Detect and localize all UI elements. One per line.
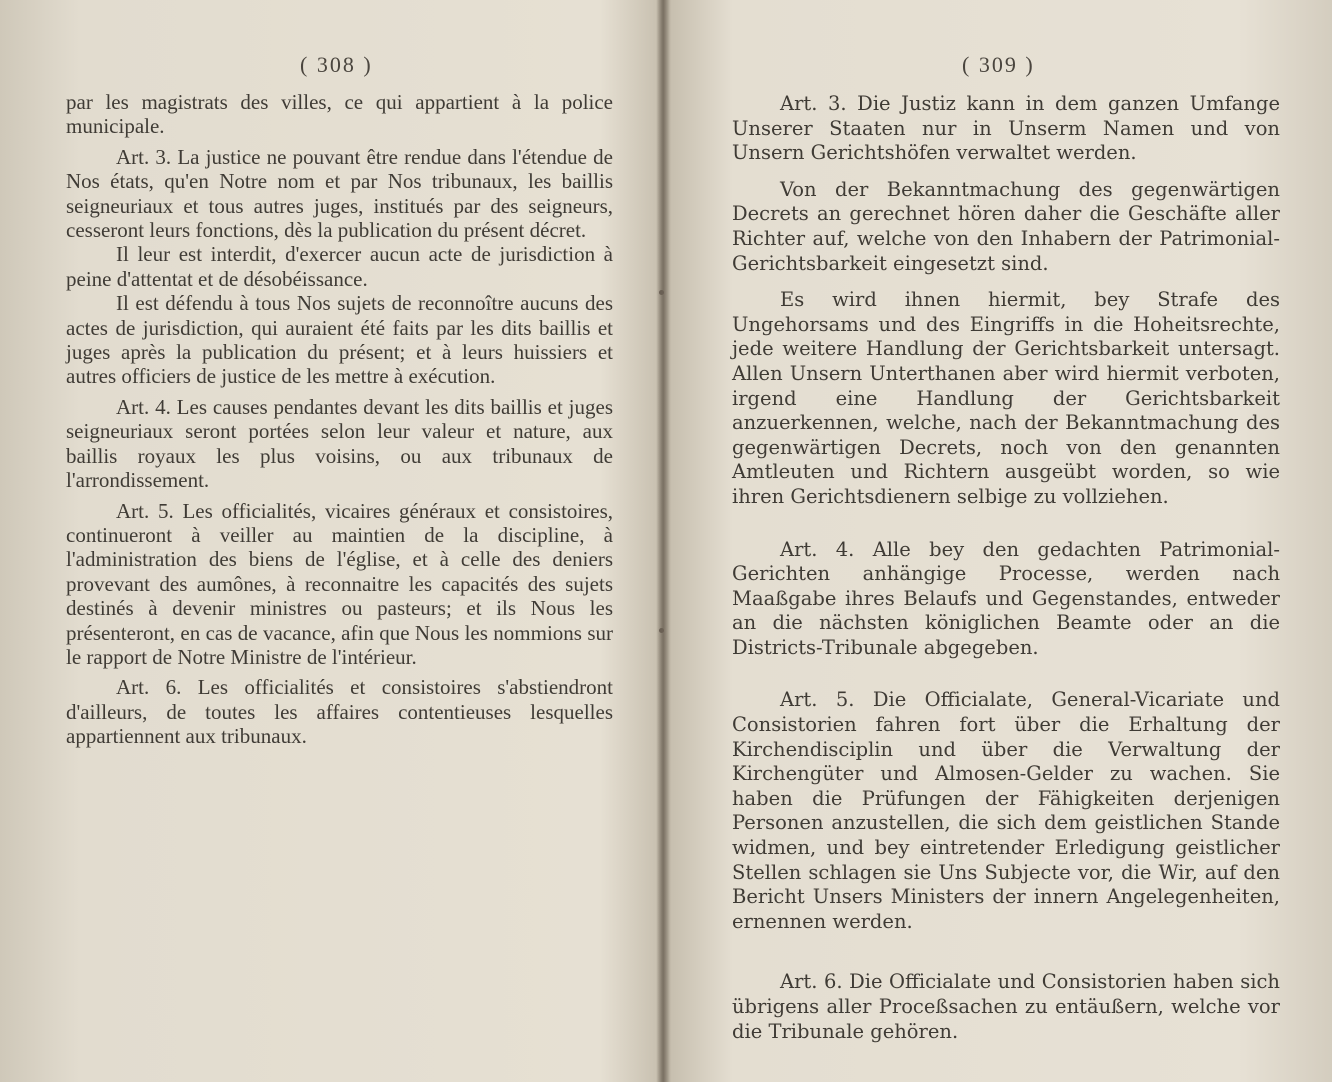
paragraph: Art. 3. La justice ne pouvant être rendue dans l'étendue de Nos états, qu'en Notre nom et par Nos tribunaux, les baillis seigneuriaux et tous autres juges, institués par des seigneurs, cesseront leurs fonctions, dès la publication du présent décret. — [66, 144, 613, 243]
paragraph: Il est défendu à tous Nos sujets de reconnoître aucuns des actes de jurisdiction, qui auraient été faits par les dits baillis et juges après la publication du présent; et à leurs huissiers et autres officiers de justice de les mettre à exécution. — [66, 291, 613, 389]
paragraph: Art. 6. Les officialités et consistoires s'abstiendront d'ailleurs, de toutes les affaires contentieuses lesquelles appartiennent aux tribunaux. — [66, 675, 613, 749]
page-number: ( 309 ) — [962, 52, 1035, 77]
paragraph: Es wird ihnen hiermit, bey Strafe des Ungehorsams und des Eingriffs in die Hoheitsrechte, jede weitere Handlung der Gerichtsbarkeit untersagt. Allen Unsern Unterthanen aber wird hiermit verboten, irgend eine Handlung der Gerichtsbarkeit anzuerkennen, welche, nach der Bekanntmachung des gegenwärtigen Decrets, noch von den genannten Amtleuten und Richtern ausgeübt worden, so wie ihren Gerichtsdienern selbige zu vollziehen. — [732, 288, 1280, 508]
left-page — [0, 0, 662, 1082]
paragraph: Art. 4. Alle bey den gedachten Patrimonial-Gerichten anhängige Processe, werden nach Maaßgabe ihres Belaufs und Gegenstandes, entweder an die nächsten königlichen Beamte oder an die Districts-Tribunale abgegeben. — [732, 537, 1280, 659]
paragraph: Art. 3. Die Justiz kann in dem ganzen Umfange Unserer Staaten nur in Unserm Namen und von Unsern Gerichtshöfen verwaltet werden. — [732, 92, 1280, 165]
paragraph: par les magistrats des villes, ce qui appartient à la police municipale. — [66, 90, 613, 139]
paragraph: Von der Bekanntmachung des gegenwärtigen Decrets an gerechnet hören daher die Geschäfte aller Richter auf, welche von den Inhabern der Patrimonial-Gerichtsbarkeit eingesetzt sind. — [732, 177, 1280, 275]
paragraph: Art. 6. Die Officialate und Consistorien haben sich übrigens aller Proceßsachen zu entäußern, welche vor die Tribunale gehören. — [732, 970, 1280, 1043]
right-page — [666, 0, 1332, 1082]
page-number: ( 308 ) — [300, 52, 373, 77]
paragraph: Il leur est interdit, d'exercer aucun acte de jurisdiction à peine d'attentat et de désobéissance. — [66, 242, 613, 291]
german-text — [732, 92, 1280, 1044]
paragraph: Art. 4. Les causes pendantes devant les dits baillis et juges seigneuriaux seront portées selon leur valeur et nature, aux baillis royaux les plus voisins, ou aux tribunaux de l'arrondissement. — [66, 394, 613, 493]
paragraph: Art. 5. Les officialités, vicaires généraux et consistoires, continueront à veiller au maintien de la discipline, à l'administration des biens de l'église, et à celle des deniers provevant des aumônes, à reconnaitre les capacités des sujets destinés à devenir ministres ou pasteurs; et ils Nous les présenteront, en cas de vacance, afin que Nous les nommions sur le rapport de Notre Ministre de l'intérieur. — [66, 498, 613, 669]
paragraph: Art. 5. Die Officialate, General-Vicariate und Consistorien fahren fort über die Erhaltung der Kirchendisciplin und über die Verwaltung der Kirchengüter und Almosen-Gelder zu wachen. Sie haben die Prüfungen der Fähigkeiten derjenigen Personen anzustellen, die sich dem geistlichen Stande widmen, und bey eintretender Erledigung geistlicher Stellen schlagen sie Uns Subjecte vor, die Wir, auf den Bericht Unsers Ministers der innern Angelegenheiten, ernennen werden. — [732, 688, 1280, 933]
french-text — [66, 90, 613, 749]
